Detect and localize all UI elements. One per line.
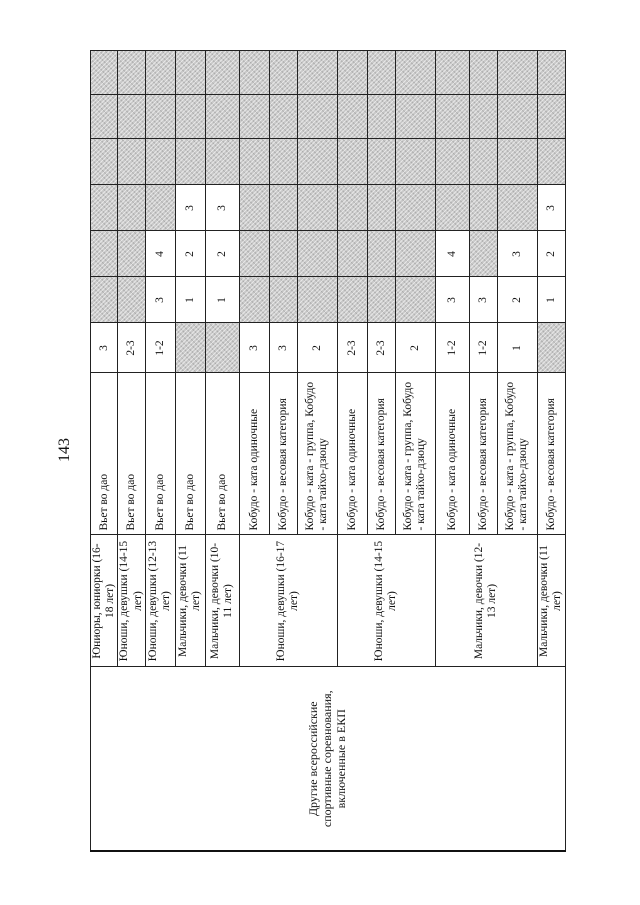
value-cell-4: 3 [175, 185, 205, 231]
value-cell-2 [91, 277, 118, 323]
value-cell-1: 3 [239, 323, 269, 373]
value-cell-4 [91, 185, 118, 231]
value-cell-7 [91, 51, 118, 95]
age-group-cell: Мальчики, девочки (10-11 лет) [205, 535, 239, 667]
value-cell-1: 2-3 [337, 323, 367, 373]
discipline-cell: Кобудо - ката одиночные [337, 373, 367, 535]
value-cell-2 [239, 277, 269, 323]
discipline-cell: Кобудо - ката - группа, Кобудо - ката тайхо-дзюцу [297, 373, 337, 535]
value-cell-5 [145, 139, 175, 185]
value-cell-3 [91, 231, 118, 277]
discipline-cell: Кобудо - ката одиночные [239, 373, 269, 535]
discipline-cell: Кобудо - весовая категория [367, 373, 395, 535]
value-cell-3: 3 [497, 231, 537, 277]
competition-cell: Другие всероссийские спортивные соревнования, включенные в ЕКП [91, 667, 566, 851]
value-cell-1 [175, 323, 205, 373]
eligibility-table [90, 51, 566, 853]
discipline-cell: Вьет во дао [145, 373, 175, 535]
value-cell-2: 3 [469, 277, 497, 323]
discipline-cell: Кобудо - ката одиночные [435, 373, 469, 535]
value-cell-2: 3 [435, 277, 469, 323]
age-group-cell: Мальчики, девочки (12-13 лет) [435, 535, 537, 667]
value-cell-4 [145, 185, 175, 231]
value-cell-7 [118, 51, 145, 95]
value-cell-6 [435, 95, 469, 139]
value-cell-1 [205, 323, 239, 373]
value-cell-5 [91, 139, 118, 185]
value-cell-1: 1 [497, 323, 537, 373]
value-cell-5 [269, 139, 297, 185]
value-cell-5 [537, 139, 565, 185]
value-cell-5 [395, 139, 435, 185]
value-cell-6 [91, 95, 118, 139]
table-row [91, 51, 118, 851]
value-cell-3 [297, 231, 337, 277]
value-cell-3: 2 [175, 231, 205, 277]
discipline-cell: Кобудо - весовая категория [469, 373, 497, 535]
value-cell-7 [497, 51, 537, 95]
value-cell-2: 1 [537, 277, 565, 323]
age-group-cell: Юноши, девушки (16-17 лет) [239, 535, 337, 667]
value-cell-7 [435, 51, 469, 95]
value-cell-3 [269, 231, 297, 277]
value-cell-7 [297, 51, 337, 95]
age-group-cell: Мальчики, девочки (11 лет) [175, 535, 205, 667]
value-cell-5 [118, 139, 145, 185]
value-cell-7 [395, 51, 435, 95]
page-number: 143 [56, 438, 73, 462]
value-cell-6 [118, 95, 145, 139]
value-cell-4 [297, 185, 337, 231]
value-cell-3 [118, 231, 145, 277]
value-cell-7 [469, 51, 497, 95]
value-cell-3: 4 [145, 231, 175, 277]
value-cell-6 [395, 95, 435, 139]
value-cell-2 [367, 277, 395, 323]
value-cell-5 [337, 139, 367, 185]
value-cell-7 [337, 51, 367, 95]
value-cell-4 [497, 185, 537, 231]
value-cell-5 [297, 139, 337, 185]
value-cell-4 [395, 185, 435, 231]
value-cell-3 [337, 231, 367, 277]
value-cell-4 [239, 185, 269, 231]
value-cell-6 [269, 95, 297, 139]
value-cell-7 [239, 51, 269, 95]
value-cell-3 [239, 231, 269, 277]
value-cell-2: 1 [205, 277, 239, 323]
discipline-cell: Вьет во дао [91, 373, 118, 535]
age-group-cell: Юноши, девушки (14-15 лет) [118, 535, 145, 667]
value-cell-3: 2 [205, 231, 239, 277]
value-cell-7 [205, 51, 239, 95]
rotated-page [56, 52, 564, 852]
value-cell-1: 2-3 [367, 323, 395, 373]
value-cell-6 [337, 95, 367, 139]
value-cell-2: 1 [175, 277, 205, 323]
discipline-cell: Вьет во дао [118, 373, 145, 535]
age-group-cell: Юноши, девушки (14-15 лет) [337, 535, 435, 667]
value-cell-1: 2 [395, 323, 435, 373]
value-cell-5 [367, 139, 395, 185]
value-cell-6 [297, 95, 337, 139]
discipline-cell: Вьет во дао [205, 373, 239, 535]
value-cell-2 [395, 277, 435, 323]
value-cell-6 [497, 95, 537, 139]
value-cell-6 [537, 95, 565, 139]
value-cell-4: 3 [537, 185, 565, 231]
value-cell-1 [537, 323, 565, 373]
value-cell-1: 2 [297, 323, 337, 373]
value-cell-2: 3 [145, 277, 175, 323]
discipline-cell: Вьет во дао [175, 373, 205, 535]
value-cell-5 [239, 139, 269, 185]
value-cell-3 [367, 231, 395, 277]
value-cell-2 [118, 277, 145, 323]
value-cell-6 [239, 95, 269, 139]
value-cell-4 [435, 185, 469, 231]
value-cell-3 [395, 231, 435, 277]
value-cell-1: 1-2 [145, 323, 175, 373]
value-cell-6 [205, 95, 239, 139]
value-cell-5 [497, 139, 537, 185]
value-cell-3: 2 [537, 231, 565, 277]
value-cell-6 [145, 95, 175, 139]
value-cell-7 [367, 51, 395, 95]
value-cell-4 [337, 185, 367, 231]
value-cell-4: 3 [205, 185, 239, 231]
value-cell-2 [269, 277, 297, 323]
value-cell-2 [337, 277, 367, 323]
value-cell-1: 1-2 [435, 323, 469, 373]
value-cell-3: 4 [435, 231, 469, 277]
discipline-cell: Кобудо - весовая категория [537, 373, 565, 535]
discipline-cell: Кобудо - весовая категория [269, 373, 297, 535]
value-cell-1: 3 [91, 323, 118, 373]
value-cell-6 [175, 95, 205, 139]
value-cell-2 [297, 277, 337, 323]
value-cell-5 [435, 139, 469, 185]
value-cell-6 [367, 95, 395, 139]
value-cell-4 [269, 185, 297, 231]
discipline-cell: Кобудо - ката - группа, Кобудо - ката тайхо-дзюцу [395, 373, 435, 535]
age-group-cell: Мальчики, девочки (11 лет) [537, 535, 565, 667]
value-cell-6 [469, 95, 497, 139]
value-cell-5 [175, 139, 205, 185]
value-cell-7 [175, 51, 205, 95]
value-cell-1: 2-3 [118, 323, 145, 373]
age-group-cell: Юноши, девушки (12-13 лет) [145, 535, 175, 667]
value-cell-2: 2 [497, 277, 537, 323]
value-cell-3 [469, 231, 497, 277]
value-cell-7 [145, 51, 175, 95]
age-group-cell: Юниоры, юниорки (16-18 лет) [91, 535, 118, 667]
value-cell-4 [367, 185, 395, 231]
value-cell-7 [269, 51, 297, 95]
value-cell-7 [537, 51, 565, 95]
value-cell-1: 3 [269, 323, 297, 373]
value-cell-5 [205, 139, 239, 185]
discipline-cell: Кобудо - ката - группа, Кобудо - ката тайхо-дзюцу [497, 373, 537, 535]
value-cell-4 [469, 185, 497, 231]
value-cell-5 [469, 139, 497, 185]
value-cell-4 [118, 185, 145, 231]
value-cell-1: 1-2 [469, 323, 497, 373]
